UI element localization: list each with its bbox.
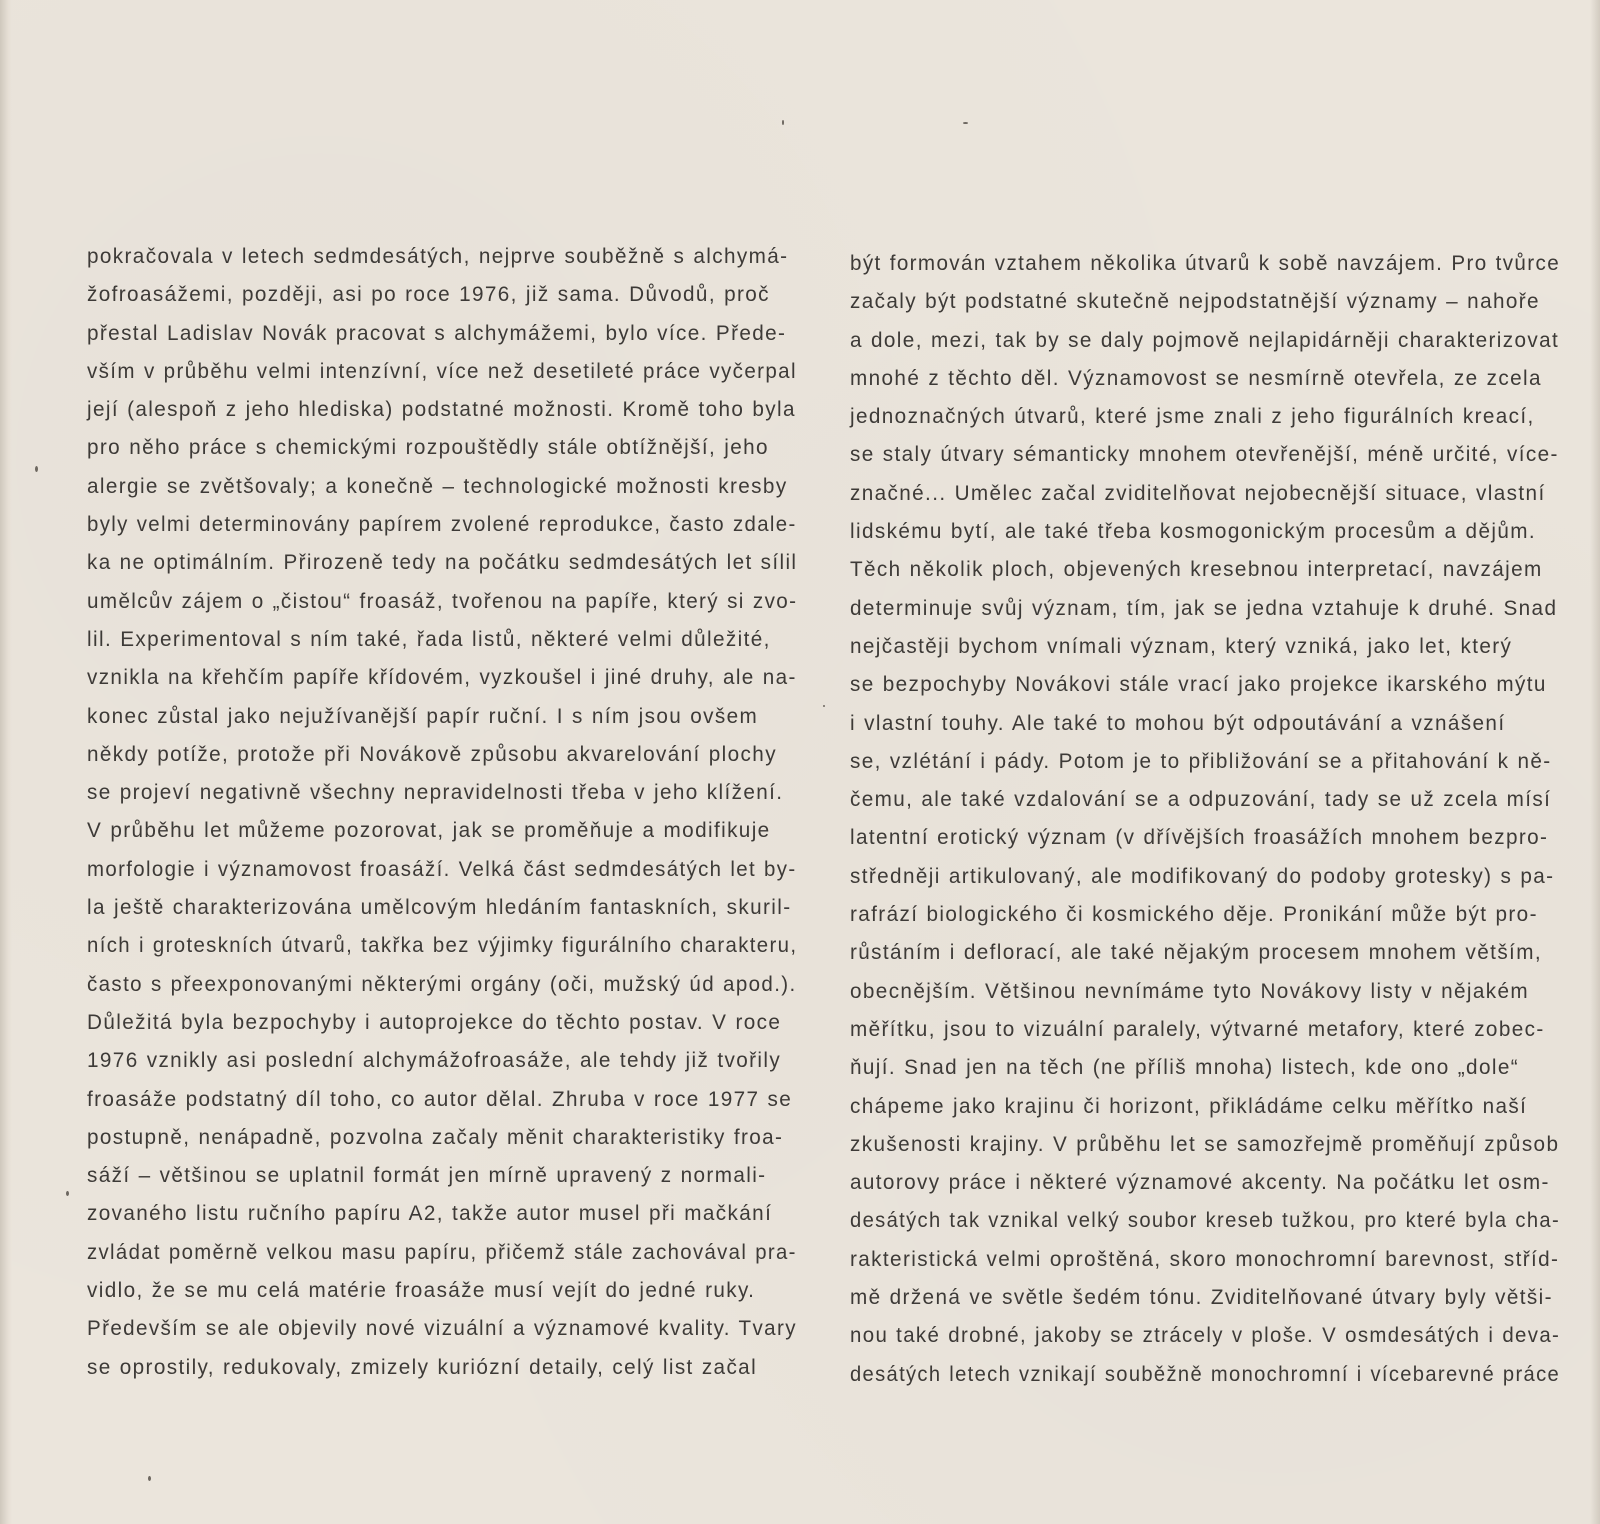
text-line: V průběhu let můžeme pozorovat, jak se proměňuje a modifikuje [87, 819, 771, 843]
text-line: ňují. Snad jen na těch (ne příliš mnoha) listech, kde ono „dole“ [850, 1056, 1520, 1080]
paper-speck [782, 120, 784, 125]
text-line: značné... Umělec začal zviditelňovat nejobecnější situace, vlastní [850, 481, 1546, 505]
paper-speck [148, 1476, 151, 1481]
text-line: pokračovala v letech sedmdesátých, nejprve souběžně s alchymá- [87, 245, 789, 268]
text-line: i vlastní touhy. Ale také to mohou být odpoutávání a vznášení [850, 711, 1506, 735]
text-line: Důležitá byla bezpochyby i autoprojekce do těchto postav. V roce [87, 1010, 782, 1034]
page-binding-edge [0, 0, 12, 1524]
text-line: postupně, nenápadně, pozvolna začaly měnit charakteristiky froa- [87, 1125, 784, 1149]
text-line: zkušenosti krajiny. V průběhu let se samozřejmě proměňují způsob [850, 1132, 1560, 1156]
paper-speck [823, 705, 825, 707]
paper-speck [66, 1191, 69, 1196]
text-line: vším v průběhu velmi intenzívní, více než desetileté práce vyčerpal [87, 359, 797, 383]
text-line: lil. Experimentoval s ním také, řada listů, některé velmi důležité, [87, 627, 771, 651]
text-line: se projeví negativně všechny nepravidelnosti třeba v jeho klížení. [87, 781, 784, 805]
text-line: ních i groteskních útvarů, takřka bez výjimky figurálního charakteru, [87, 934, 798, 958]
text-line: latentní erotický význam (v dřívějších froasážích mnohem bezpro- [850, 826, 1549, 850]
right-text-column [850, 245, 1570, 1394]
text-line: umělcův zájem o „čistou“ froasáž, tvořenou na papíře, který si zvo- [87, 589, 798, 613]
text-line: zovaného listu ručního papíru A2, takže autor musel při mačkání [87, 1202, 773, 1226]
text-line: Těch několik ploch, objevených kresebnou interpretací, navzájem [850, 558, 1543, 582]
text-line: zvládat poměrně velkou masu papíru, přičemž stále zachovával pra- [87, 1240, 797, 1264]
text-line: se staly útvary sémanticky mnohem otevřenější, méně určité, více- [850, 443, 1559, 467]
text-line: mě držená ve světle šedém tónu. Zviditelňované útvary byly větši- [850, 1286, 1553, 1310]
text-line: být formován vztahem několika útvarů k sobě navzájem. Pro tvůrce [850, 252, 1561, 275]
text-line: jednoznačných útvarů, které jsme znali z jeho figurálních kreací, [850, 405, 1535, 429]
text-line: lidskému bytí, ale také třeba kosmogonickým procesům a dějům. [850, 520, 1537, 544]
text-line: nou také drobné, jakoby se ztrácely v ploše. V osmdesátých i deva- [850, 1324, 1561, 1348]
text-line: 1976 vznikly asi poslední alchymážofroasáže, ale tehdy již tvořily [87, 1049, 782, 1073]
text-line: středněji artikulovaný, ale modifikovaný do podoby grotesky) s pa- [850, 864, 1555, 888]
text-line: la ještě charakterizována umělcovým hledáním fantaskních, skuril- [87, 896, 792, 920]
text-line: se oprostily, redukovaly, zmizely kuriózní detaily, celý list začal [87, 1355, 758, 1379]
page-right-edge [1590, 0, 1600, 1524]
text-line: její (alespoň z jeho hlediska) podstatné možnosti. Kromě toho byla [87, 398, 796, 422]
left-text-column [87, 238, 807, 1387]
text-line: rakteristická velmi oproštěná, skoro monochromní barevnost, stříd- [850, 1247, 1560, 1271]
text-line: chápeme jako krajinu či horizont, přikládáme celku měřítko naší [850, 1094, 1528, 1118]
text-line: čemu, ale také vzdalování se a odpuzování, tady se už zcela mísí [850, 788, 1552, 812]
text-line: desátých tak vznikal velký soubor kreseb tužkou, pro které byla cha- [850, 1209, 1561, 1233]
text-line: vidlo, že se mu celá matérie froasáže musí vejít do jedné ruky. [87, 1279, 756, 1303]
paper-speck [35, 466, 38, 472]
paper-speck [963, 122, 968, 124]
text-line: vznikla na křehčím papíře křídovém, vyzkoušel i jiné druhy, ale na- [87, 666, 797, 690]
text-line: nejčastěji bychom vnímali význam, který vzniká, jako let, který [850, 634, 1513, 658]
text-line: alergie se zvětšovaly; a konečně – technologické možnosti kresby [87, 474, 788, 498]
text-line: determinuje svůj význam, tím, jak se jedna vztahuje k druhé. Snad [850, 596, 1558, 620]
text-line: se, vzlétání i pády. Potom je to přibližování se a přitahování k ně- [850, 749, 1552, 773]
text-line: začaly být podstatné skutečně nejpodstatnější významy – nahoře [850, 290, 1540, 314]
text-line: Především se ale objevily nové vizuální a významové kvality. Tvary [87, 1317, 797, 1341]
text-line: přestal Ladislav Novák pracovat s alchymážemi, bylo více. Přede- [87, 321, 787, 345]
text-line: sáží – většinou se uplatnil formát jen mírně upravený z normali- [87, 1164, 767, 1188]
text-line: často s přeexponovanými některými orgány (oči, mužský úd apod.). [87, 972, 797, 996]
text-line: a dole, mezi, tak by se daly pojmově nejlapidárněji charakterizovat [850, 328, 1560, 352]
text-line: froasáže podstatný díl toho, co autor dělal. Zhruba v roce 1977 se [87, 1087, 793, 1111]
text-line: konec zůstal jako nejužívanější papír ruční. I s ním jsou ovšem [87, 704, 759, 728]
text-line: růstáním i deflorací, ale také nějakým procesem mnohem větším, [850, 941, 1542, 965]
text-line: rafrází biologického či kosmického děje. Pronikání může být pro- [850, 903, 1538, 927]
text-line: někdy potíže, protože při Novákově způsobu akvarelování plochy [87, 742, 777, 766]
text-line: mnohé z těchto děl. Významovost se nesmírně otevřela, ze zcela [850, 366, 1542, 390]
text-line: obecnějším. Většinou nevnímáme tyto Novákovy listy v nějakém [850, 979, 1530, 1003]
text-line: měřítku, jsou to vizuální paralely, výtvarné metafory, které zobec- [850, 1017, 1545, 1041]
text-line: morfologie i významovost froasáží. Velká část sedmdesátých let by- [87, 857, 797, 881]
text-line: žofroasážemi, později, asi po roce 1976, již sama. Důvodů, proč [87, 283, 770, 307]
text-line: pro něho práce s chemickými rozpouštědly stále obtížnější, jeho [87, 436, 769, 460]
text-line: autorovy práce i některé významové akcenty. Na počátku let osm- [850, 1171, 1550, 1195]
text-line: byly velmi determinovány papírem zvolené reprodukce, často zdale- [87, 513, 797, 537]
text-line: desátých letech vznikají souběžně monochromní i vícebarevné práce [850, 1362, 1561, 1386]
text-line: se bezpochyby Novákovi stále vrací jako projekce ikarského mýtu [850, 673, 1547, 697]
text-line: ka ne optimálním. Přirozeně tedy na počátku sedmdesátých let sílil [87, 551, 798, 575]
